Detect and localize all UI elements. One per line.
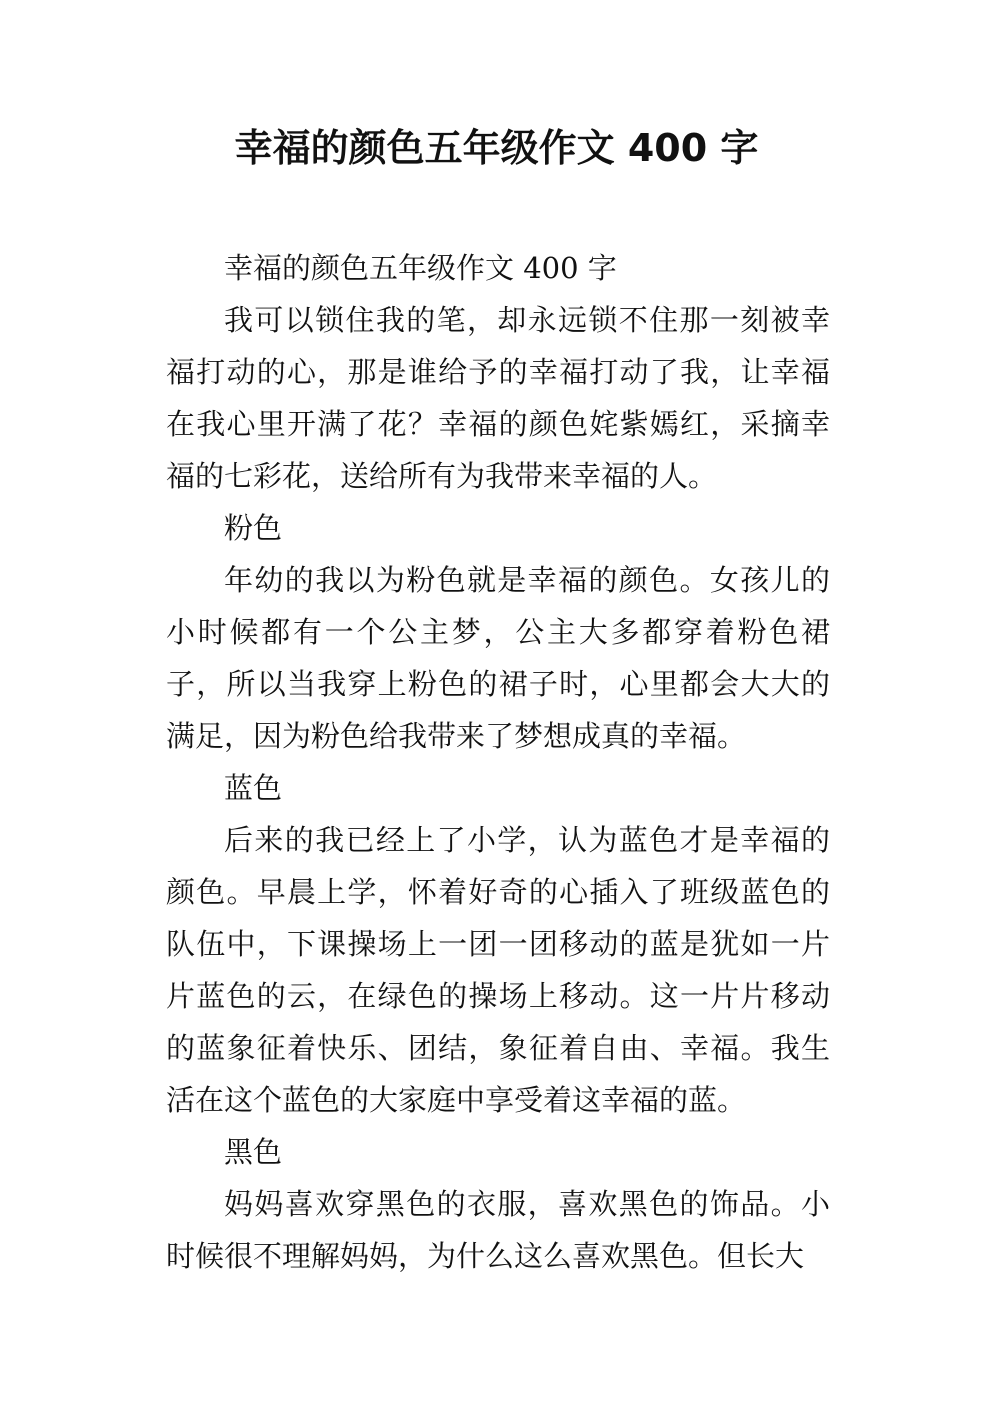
section-paragraph-blue: 后来的我已经上了小学，认为蓝色才是幸福的颜色。早晨上学，怀着好奇的心插入了班级蓝色的队伍中，下课操场上一团一团移动的蓝是犹如一片片蓝色的云，在绿色的操场上移动。这一片片移动的蓝象征着快乐、团结，象征着自由、幸福。我生活在这个蓝色的大家庭中享受着这幸福的蓝。 xyxy=(166,823,830,1117)
document-body xyxy=(166,242,830,1282)
section-heading-blue: 蓝色 xyxy=(224,771,283,805)
intro-paragraph: 我可以锁住我的笔，却永远锁不住那一刻被幸福打动的心，那是谁给予的幸福打动了我，让幸福在我心里开满了花？幸福的颜色姹紫嫣红，采摘幸福的七彩花，送给所有为我带来幸福的人。 xyxy=(166,303,830,493)
section-heading-pink: 粉色 xyxy=(224,511,283,545)
subtitle-line: 幸福的颜色五年级作文 400 字 xyxy=(224,251,617,285)
section-paragraph-pink: 年幼的我以为粉色就是幸福的颜色。女孩儿的小时候都有一个公主梦，公主大多都穿着粉色裙子，所以当我穿上粉色的裙子时，心里都会大大的满足，因为粉色给我带来了梦想成真的幸福。 xyxy=(166,563,830,753)
section-paragraph-black: 妈妈喜欢穿黑色的衣服，喜欢黑色的饰品。小时候很不理解妈妈，为什么这么喜欢黑色。但长大 xyxy=(166,1187,830,1273)
document-title: 幸福的颜色五年级作文 400 字 xyxy=(234,126,759,170)
section-heading-black: 黑色 xyxy=(224,1135,283,1169)
